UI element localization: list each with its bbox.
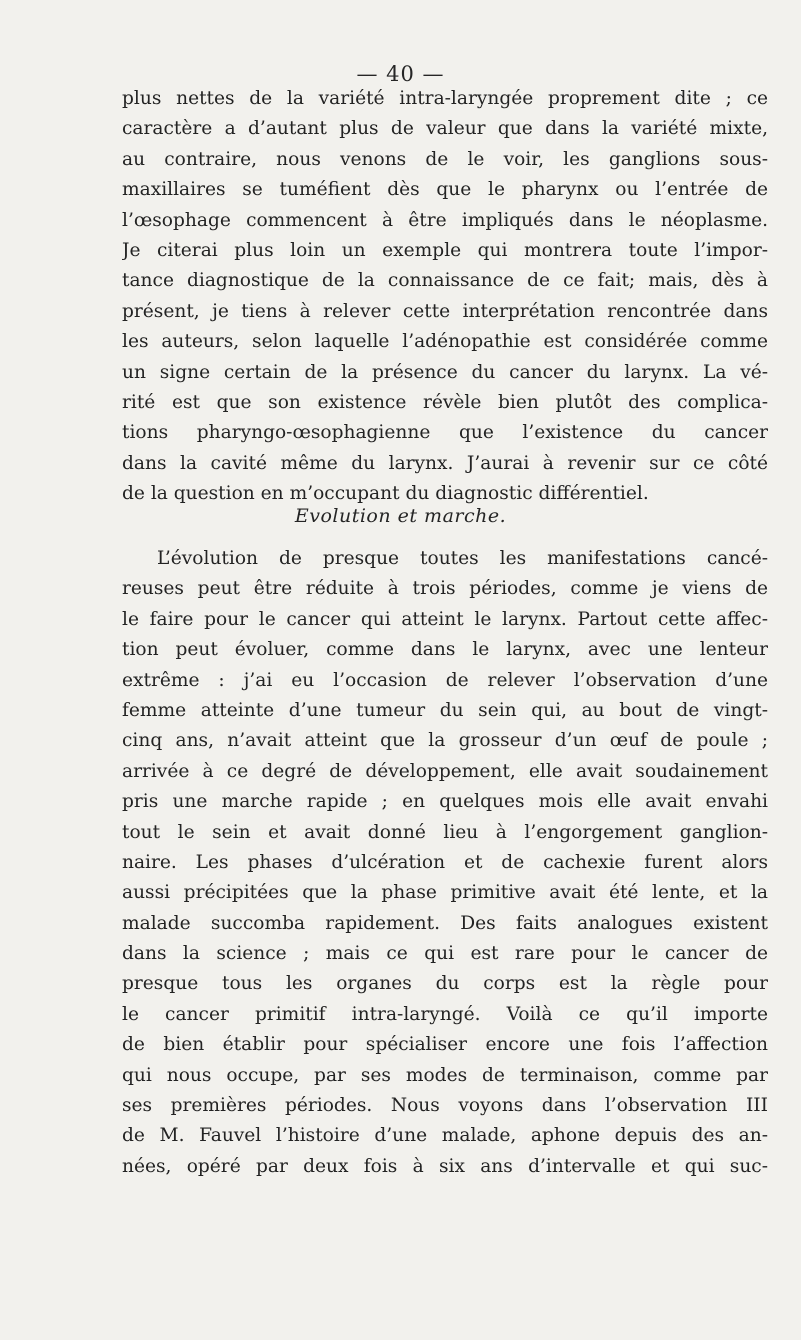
text-line: qui nous occupe, par ses modes de terminaison, comme par <box>122 1064 768 1086</box>
text-line: tance diagnostique de la connaissance de ce fait; mais, dès à <box>122 270 768 292</box>
page-number: — 40 — <box>356 62 445 86</box>
text-line: le faire pour le cancer qui atteint le larynx. Partout cette affec- <box>122 608 768 630</box>
text-line: nées, opéré par deux fois à six ans d’intervalle et qui suc- <box>122 1155 768 1177</box>
text-line: dans la science ; mais ce qui est rare pour le cancer de <box>122 943 768 965</box>
text-line: présent, je tiens à relever cette interprétation rencontrée dans <box>122 300 768 322</box>
section-heading: Evolution et marche. <box>294 505 507 527</box>
text-line: de bien établir pour spécialiser encore une fois l’affection <box>122 1034 768 1056</box>
text-line: presque tous les organes du corps est la règle pour <box>122 973 768 995</box>
text-line: naire. Les phases d’ulcération et de cachexie furent alors <box>122 851 768 873</box>
paragraph-diagnostic <box>122 84 768 509</box>
text-line: au contraire, nous venons de le voir, les ganglions sous- <box>122 148 768 170</box>
text-line: de la question en m’occupant du diagnostic différentiel. <box>122 483 649 505</box>
text-line: de M. Fauvel l’histoire d’une malade, aphone depuis des an- <box>122 1125 768 1147</box>
text-line: cinq ans, n’avait atteint que la grosseur d’un œuf de poule ; <box>122 730 768 752</box>
text-line: caractère a d’autant plus de valeur que dans la variété mixte, <box>122 118 768 140</box>
text-line: L’évolution de presque toutes les manifestations cancé- <box>157 548 768 569</box>
text-line: ses premières périodes. Nous voyons dans l’observation III <box>122 1095 768 1117</box>
text-line: plus nettes de la variété intra-laryngée proprement dite ; ce <box>122 88 768 109</box>
text-line: Je citerai plus loin un exemple qui montrera toute l’impor- <box>122 239 768 261</box>
text-line: l’œsophage commencent à être impliqués dans le néoplasme. <box>122 209 768 231</box>
text-line: reuses peut être réduite à trois périodes, comme je viens de <box>122 578 768 600</box>
text-line: tions pharyngo-œsophagienne que l’existence du cancer <box>122 422 768 444</box>
text-line: tion peut évoluer, comme dans le larynx, avec une lenteur <box>122 639 768 661</box>
text-line: tout le sein et avait donné lieu à l’engorgement ganglion- <box>122 821 768 843</box>
text-line: aussi précipitées que la phase primitive avait été lente, et la <box>122 882 768 904</box>
text-line: femme atteinte d’une tumeur du sein qui, au bout de vingt- <box>122 699 768 721</box>
text-line: rité est que son existence révèle bien plutôt des complica- <box>122 391 768 413</box>
text-line: extrême : j’ai eu l’occasion de relever l’observation d’une <box>122 669 768 691</box>
text-line: les auteurs, selon laquelle l’adénopathie est considérée comme <box>122 331 768 353</box>
text-line: arrivée à ce degré de développement, elle avait soudainement <box>122 760 768 782</box>
text-line: dans la cavité même du larynx. J’aurai à revenir sur ce côté <box>122 452 768 474</box>
paragraph-evolution <box>122 544 768 1182</box>
text-line: le cancer primitif intra-laryngé. Voilà ce qu’il importe <box>122 1003 768 1025</box>
text-line: pris une marche rapide ; en quelques mois elle avait envahi <box>122 791 768 813</box>
text-line: malade succomba rapidement. Des faits analogues existent <box>122 912 768 934</box>
text-line: un signe certain de la présence du cancer du larynx. La vé- <box>122 361 768 383</box>
text-line: maxillaires se tuméfient dès que le pharynx ou l’entrée de <box>122 179 768 201</box>
